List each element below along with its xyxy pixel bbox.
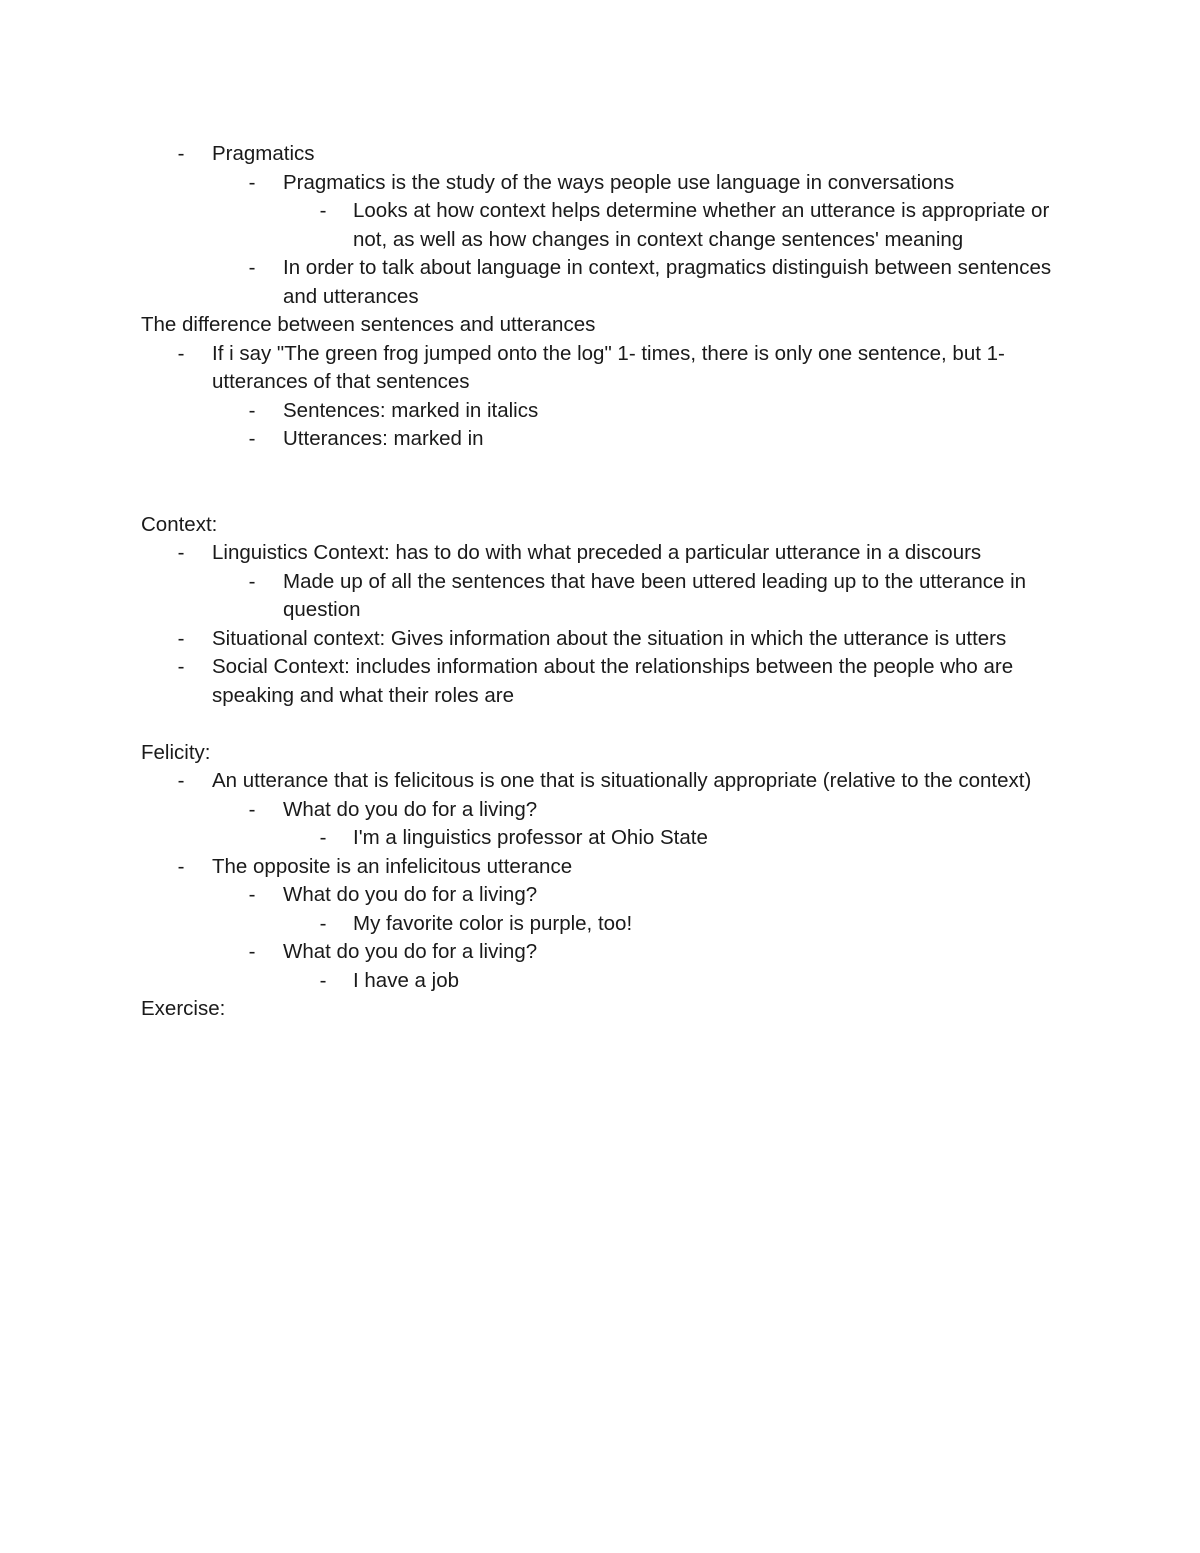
list-item-text: What do you do for a living? — [283, 940, 538, 963]
section-heading-exercise: Exercise: — [141, 997, 226, 1020]
bullet-dash: - — [319, 968, 327, 992]
list-item-question-3 — [141, 938, 1061, 967]
list-item-text: Made up of all the sentences that have been uttered leading up to the utterance in question — [283, 569, 1027, 621]
list-item-question-1 — [141, 796, 1061, 825]
section-heading-felicity: Felicity: — [141, 740, 211, 764]
bullet-dash: - — [177, 655, 185, 678]
bullet-dash: - — [248, 170, 256, 194]
section-heading-context: Context: — [141, 512, 218, 536]
bullet-dash: - — [177, 626, 185, 650]
list-item-linguistic-context-detail — [141, 568, 1061, 625]
bullet-dash: - — [319, 826, 327, 849]
list-item-text: Looks at how context helps determine whether an utterance is appropriate or not, as well as how changes in context change sentences' meaning — [353, 199, 1050, 251]
list-item-answer-1 — [141, 824, 1061, 853]
list-item-text: My favorite color is purple, too! — [353, 911, 633, 935]
list-item-text: Pragmatics — [212, 142, 315, 165]
list-item-social-context — [141, 653, 1061, 710]
list-item-pragmatics-definition — [141, 169, 1061, 198]
list-item-sentences-italics — [141, 397, 1061, 426]
spacer — [141, 710, 1061, 739]
bullet-dash: - — [177, 854, 185, 878]
bullet-dash: - — [177, 142, 185, 165]
list-item-infelicitous — [141, 853, 1061, 882]
list-item-text: Utterances: marked in — [283, 427, 484, 450]
list-item-text: An utterance that is felicitous is one that is situationally appropriate (relative to the context) — [212, 769, 1032, 792]
list-item-text: What do you do for a living? — [283, 797, 538, 821]
list-item-text: Linguistics Context: has to do with what preceded a particular utterance in a discours — [212, 541, 982, 564]
list-item-text: Situational context: Gives information about the situation in which the utterance is utters — [212, 626, 1007, 650]
list-item-answer-2 — [141, 910, 1061, 939]
list-item-text: I'm a linguistics professor at Ohio State — [353, 826, 708, 849]
bullet-dash: - — [319, 911, 327, 935]
list-item-answer-3 — [141, 967, 1061, 996]
list-item-text: If i say "The green frog jumped onto the log" 1- times, there is only one sentence, but 1- utterances of that sentences — [212, 341, 1005, 393]
bullet-dash: - — [248, 569, 256, 593]
list-item-text: I have a job — [353, 968, 459, 992]
bullet-dash: - — [248, 883, 256, 906]
bullet-dash: - — [177, 769, 185, 792]
list-item-felicitous — [141, 767, 1061, 796]
list-item-question-2 — [141, 881, 1061, 910]
bullet-dash: - — [248, 797, 256, 821]
list-item-distinguish — [141, 254, 1061, 311]
list-item-text: Pragmatics is the study of the ways people use language in conversations — [283, 170, 955, 194]
list-item-text: The opposite is an infelicitous utterance — [212, 854, 573, 878]
list-item-utterances-marked — [141, 425, 1061, 454]
list-item-text: In order to talk about language in context, pragmatics distinguish between sentences and utterances — [283, 256, 1052, 308]
list-item-linguistic-context — [141, 539, 1061, 568]
bullet-dash: - — [177, 341, 185, 365]
bullet-dash: - — [248, 398, 256, 422]
bullet-dash: - — [248, 427, 256, 450]
list-item-situational-context — [141, 625, 1061, 654]
list-item-looks-at-context — [141, 197, 1061, 254]
document-body — [141, 140, 1061, 1024]
list-item-frog-example — [141, 340, 1061, 397]
bullet-dash: - — [248, 256, 256, 279]
bullet-dash: - — [248, 940, 256, 963]
list-item-pragmatics — [141, 140, 1061, 169]
list-item-text: Sentences: marked in italics — [283, 398, 539, 422]
spacer — [141, 454, 1061, 511]
list-item-text: What do you do for a living? — [283, 883, 538, 906]
bullet-dash: - — [319, 199, 327, 222]
bullet-dash: - — [177, 541, 185, 564]
list-item-text: Social Context: includes information about the relationships between the people who are speaking and what their roles are — [212, 655, 1014, 707]
section-heading-difference: The difference between sentences and utterances — [141, 313, 596, 336]
